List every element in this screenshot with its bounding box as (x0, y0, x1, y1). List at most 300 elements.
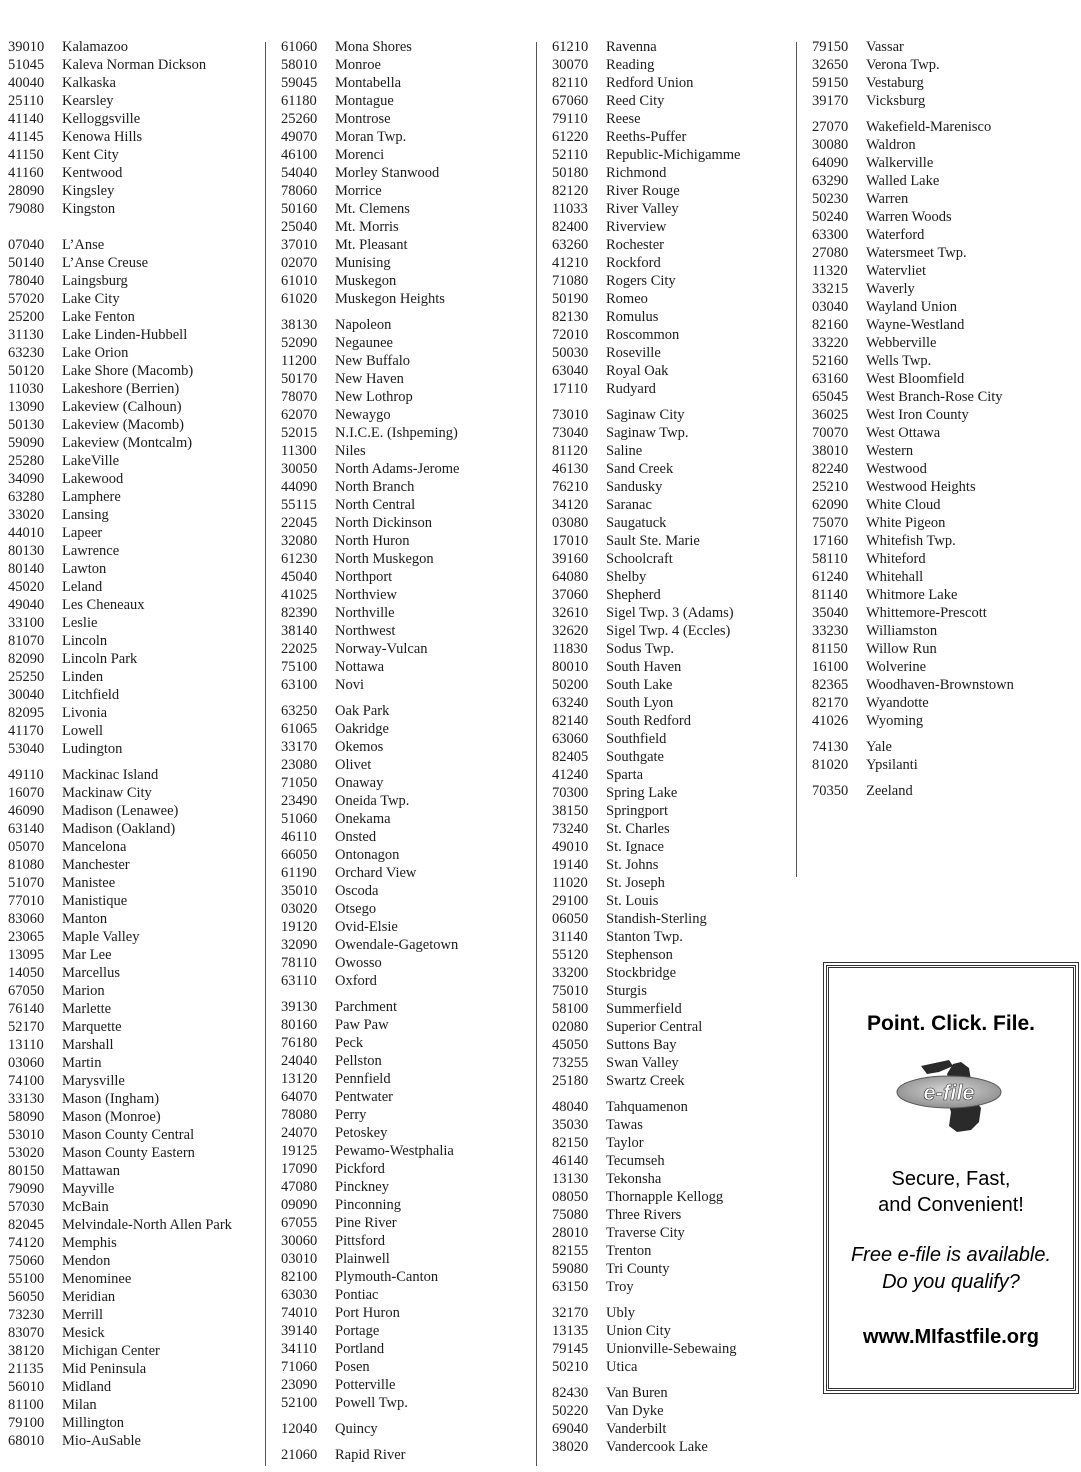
district-name: Mar Lee (62, 947, 112, 963)
district-code: 53010 (8, 1127, 45, 1143)
district-code: 37060 (552, 587, 589, 603)
district-row (281, 1420, 459, 1438)
district-name: West Iron County (866, 407, 969, 423)
district-row (552, 1018, 741, 1036)
district-row (552, 586, 741, 604)
district-name: Trenton (606, 1243, 652, 1259)
district-name: Morley Stanwood (335, 165, 440, 181)
district-name: Vanderbilt (606, 1421, 667, 1437)
district-name: Summerfield (606, 1001, 682, 1017)
district-code: 33100 (8, 615, 45, 631)
district-name: Vandercook Lake (606, 1439, 708, 1455)
district-row (812, 334, 1014, 352)
district-row (812, 208, 1014, 226)
district-row (8, 784, 232, 802)
district-row (812, 370, 1014, 388)
district-name: Oak Park (335, 703, 390, 719)
district-code: 82110 (552, 75, 588, 91)
district-code: 73240 (552, 821, 589, 837)
district-name: Mendon (62, 1253, 111, 1269)
district-row (281, 478, 459, 496)
district-name: Kalamazoo (62, 39, 129, 55)
district-name: Lakeview (Calhoun) (62, 399, 182, 415)
district-code: 50120 (8, 363, 45, 379)
district-code: 71080 (552, 273, 589, 289)
district-code: 45020 (8, 579, 45, 595)
district-name: Warren Woods (866, 209, 952, 225)
district-name: Nottawa (335, 659, 385, 675)
district-row (8, 1036, 232, 1054)
district-code: 13135 (552, 1323, 589, 1339)
district-name: Quincy (335, 1421, 378, 1437)
district-code: 52015 (281, 425, 318, 441)
district-row (552, 730, 741, 748)
district-name: Oscoda (335, 883, 379, 899)
district-row (281, 56, 459, 74)
district-code: 02080 (552, 1019, 589, 1035)
district-code: 71060 (281, 1359, 318, 1375)
district-row (281, 290, 459, 308)
district-row (8, 74, 232, 92)
district-name: White Cloud (866, 497, 941, 513)
district-code: 62070 (281, 407, 318, 423)
district-row (552, 622, 741, 640)
district-row (552, 496, 741, 514)
district-code: 49040 (8, 597, 45, 613)
district-name: Lakewood (62, 471, 124, 487)
district-row (812, 406, 1014, 424)
district-code: 49010 (552, 839, 589, 855)
district-code: 73010 (552, 407, 589, 423)
district-row (8, 910, 232, 928)
district-row (8, 1144, 232, 1162)
district-code: 62090 (812, 497, 849, 513)
district-code: 22045 (281, 515, 318, 531)
district-code: 52090 (281, 335, 318, 351)
district-row (8, 1018, 232, 1036)
district-name: Plainwell (335, 1251, 390, 1267)
district-name: Munising (335, 255, 391, 271)
district-row (8, 1234, 232, 1252)
district-code: 75080 (552, 1207, 589, 1223)
district-row (281, 1070, 459, 1088)
district-name: Mason (Monroe) (62, 1109, 161, 1125)
district-code: 03020 (281, 901, 318, 917)
district-name: Stephenson (606, 947, 673, 963)
district-code: 61220 (552, 129, 589, 145)
district-row (552, 110, 741, 128)
district-row (281, 882, 459, 900)
district-name: Western (866, 443, 914, 459)
district-name: Ravenna (606, 39, 657, 55)
district-code: 46100 (281, 147, 318, 163)
district-code: 38150 (552, 803, 589, 819)
district-name: Mayville (62, 1181, 115, 1197)
column-2 (281, 38, 459, 1464)
district-code: 46140 (552, 1153, 589, 1169)
district-row (281, 1446, 459, 1464)
district-name: Onekama (335, 811, 391, 827)
district-name: Watersmeet Twp. (866, 245, 967, 261)
district-row (8, 766, 232, 784)
district-row (281, 1106, 459, 1124)
district-code: 73040 (552, 425, 589, 441)
district-row (812, 226, 1014, 244)
district-name: Sault Ste. Marie (606, 533, 700, 549)
district-code: 13110 (8, 1037, 44, 1053)
district-code: 32170 (552, 1305, 589, 1321)
district-row (552, 676, 741, 694)
district-name: Northport (335, 569, 393, 585)
column-3 (552, 38, 741, 1456)
district-code: 33230 (812, 623, 849, 639)
district-row (281, 936, 459, 954)
ad-free-efile-note (829, 1242, 1073, 1296)
district-row (812, 604, 1014, 622)
district-code: 41240 (552, 767, 589, 783)
district-code: 50160 (281, 201, 318, 217)
district-name: Owendale-Gagetown (335, 937, 459, 953)
district-row (552, 856, 741, 874)
district-name: Niles (335, 443, 366, 459)
district-row (281, 1304, 459, 1322)
district-name: Rogers City (606, 273, 676, 289)
district-code: 14050 (8, 965, 45, 981)
district-row (812, 478, 1014, 496)
district-name: Lakeshore (Berrien) (62, 381, 180, 397)
district-row (281, 828, 459, 846)
district-code: 50210 (552, 1359, 589, 1375)
district-row (281, 352, 459, 370)
district-code: 70300 (552, 785, 589, 801)
district-row (281, 218, 459, 236)
district-row (8, 928, 232, 946)
district-name: Westwood Heights (866, 479, 976, 495)
district-code: 80160 (281, 1017, 318, 1033)
district-name: Okemos (335, 739, 384, 755)
district-row (552, 1000, 741, 1018)
district-row (812, 640, 1014, 658)
district-row (552, 218, 741, 236)
district-row (8, 542, 232, 560)
district-name: Kingston (62, 201, 116, 217)
district-row (8, 434, 232, 452)
district-name: Morenci (335, 147, 385, 163)
district-row (281, 756, 459, 774)
district-name: Merrill (62, 1307, 104, 1323)
district-row (8, 1270, 232, 1288)
district-name: Wayland Union (866, 299, 958, 315)
district-row (281, 774, 459, 792)
district-code: 82160 (812, 317, 849, 333)
district-row (281, 182, 459, 200)
district-row (8, 182, 232, 200)
district-code: 25260 (281, 111, 318, 127)
district-code: 67055 (281, 1215, 318, 1231)
district-code: 23080 (281, 757, 318, 773)
district-code: 82430 (552, 1385, 589, 1401)
district-row (552, 1134, 741, 1152)
district-name: Roseville (606, 345, 661, 361)
district-row (812, 460, 1014, 478)
district-row (281, 236, 459, 254)
district-code: 03060 (8, 1055, 45, 1071)
district-row (281, 1286, 459, 1304)
district-row (812, 756, 1014, 774)
district-name: Watervliet (866, 263, 927, 279)
district-name: Lawrence (62, 543, 120, 559)
district-code: 75060 (8, 1253, 45, 1269)
district-row (552, 1384, 741, 1402)
district-name: Novi (335, 677, 364, 693)
district-name: Montrose (335, 111, 391, 127)
district-row (281, 972, 459, 990)
district-name: Ubly (606, 1305, 635, 1321)
district-code: 36025 (812, 407, 849, 423)
district-name: Woodhaven-Brownstown (866, 677, 1014, 693)
district-row (281, 1214, 459, 1232)
district-name: North Central (335, 497, 416, 513)
district-name: Manton (62, 911, 108, 927)
district-name: Lake Shore (Macomb) (62, 363, 194, 379)
district-row (8, 578, 232, 596)
district-code: 34090 (8, 471, 45, 487)
district-row (8, 326, 232, 344)
district-code: 63300 (812, 227, 849, 243)
district-name: LakeVille (62, 453, 120, 469)
district-code: 61230 (281, 551, 318, 567)
district-code: 61010 (281, 273, 318, 289)
district-row (281, 1232, 459, 1250)
district-code: 25110 (8, 93, 44, 109)
district-code: 63150 (552, 1279, 589, 1295)
district-code: 35010 (281, 883, 318, 899)
district-code: 66050 (281, 847, 318, 863)
district-name: Romulus (606, 309, 659, 325)
district-code: 50130 (8, 417, 45, 433)
district-code: 39170 (812, 93, 849, 109)
district-name: Kenowa Hills (62, 129, 143, 145)
district-code: 79080 (8, 201, 45, 217)
district-code: 58090 (8, 1109, 45, 1125)
district-name: Leslie (62, 615, 98, 631)
district-name: Potterville (335, 1377, 396, 1393)
district-code: 77010 (8, 893, 45, 909)
district-name: Shelby (606, 569, 647, 585)
district-code: 61065 (281, 721, 318, 737)
district-row (281, 792, 459, 810)
district-code: 09090 (281, 1197, 318, 1213)
district-row (552, 290, 741, 308)
district-row (8, 1108, 232, 1126)
district-name: Portland (335, 1341, 385, 1357)
district-row (281, 146, 459, 164)
district-code: 63240 (552, 695, 589, 711)
district-code: 63110 (281, 973, 317, 989)
district-code: 49070 (281, 129, 318, 145)
district-code: 81120 (552, 443, 588, 459)
district-name: Reese (606, 111, 641, 127)
district-code: 16070 (8, 785, 45, 801)
district-row (552, 1340, 741, 1358)
district-row (552, 326, 741, 344)
district-name: N.I.C.E. (Ishpeming) (335, 425, 458, 441)
district-name: Wells Twp. (866, 353, 932, 369)
district-code: 50170 (281, 371, 318, 387)
district-row (552, 236, 741, 254)
district-code: 24070 (281, 1125, 318, 1141)
district-code: 55100 (8, 1271, 45, 1287)
district-code: 24040 (281, 1053, 318, 1069)
district-name: Millington (62, 1415, 125, 1431)
district-code: 70350 (812, 783, 849, 799)
district-name: Manistee (62, 875, 116, 891)
district-name: Pinconning (335, 1197, 402, 1213)
district-row (8, 560, 232, 578)
district-name: Manistique (62, 893, 128, 909)
district-row (281, 702, 459, 720)
district-row (281, 568, 459, 586)
district-row (8, 874, 232, 892)
district-name: Parchment (335, 999, 398, 1015)
district-code: 28010 (552, 1225, 589, 1241)
district-name: Yale (866, 739, 892, 755)
district-name: Oneida Twp. (335, 793, 410, 809)
district-code: 28090 (8, 183, 45, 199)
district-name: Union City (606, 1323, 671, 1339)
district-name: Kelloggsville (62, 111, 141, 127)
district-code: 59090 (8, 435, 45, 451)
district-row (8, 1252, 232, 1270)
district-name: Utica (606, 1359, 638, 1375)
district-code: 25210 (812, 479, 849, 495)
district-row (8, 308, 232, 326)
district-code: 48040 (552, 1099, 589, 1115)
district-code: 11030 (8, 381, 44, 397)
district-name: L’Anse Creuse (62, 255, 149, 271)
district-row (8, 596, 232, 614)
district-code: 61060 (281, 39, 318, 55)
district-row (281, 1088, 459, 1106)
district-name: Lake Orion (62, 345, 129, 361)
district-row (281, 254, 459, 272)
district-row (552, 1188, 741, 1206)
district-name: Mattawan (62, 1163, 120, 1179)
district-name: White Pigeon (866, 515, 946, 531)
district-code: 50200 (552, 677, 589, 693)
district-name: West Branch-Rose City (866, 389, 1003, 405)
district-code: 11320 (812, 263, 848, 279)
district-code: 61190 (281, 865, 317, 881)
district-row (281, 954, 459, 972)
district-row (281, 388, 459, 406)
district-row (552, 514, 741, 532)
district-name: North Huron (335, 533, 410, 549)
district-row (552, 928, 741, 946)
district-code: 34110 (281, 1341, 317, 1357)
district-code: 30070 (552, 57, 589, 73)
district-row (552, 146, 741, 164)
district-code: 59045 (281, 75, 318, 91)
district-name: Napoleon (335, 317, 392, 333)
district-code: 55115 (281, 497, 317, 513)
district-row (8, 964, 232, 982)
district-code: 33170 (281, 739, 318, 755)
district-name: North Dickinson (335, 515, 433, 531)
column-4 (812, 38, 1014, 800)
district-name: Les Cheneaux (62, 597, 145, 613)
district-row (281, 1376, 459, 1394)
district-name: Walkerville (866, 155, 934, 171)
district-code: 35030 (552, 1117, 589, 1133)
district-row (8, 892, 232, 910)
district-row (552, 424, 741, 442)
district-code: 63250 (281, 703, 318, 719)
district-code: 57020 (8, 291, 45, 307)
district-row (281, 272, 459, 290)
district-name: New Lothrop (335, 389, 413, 405)
logo-wordmark: e-file (923, 1080, 975, 1105)
district-code: 31140 (552, 929, 588, 945)
district-code: 76180 (281, 1035, 318, 1051)
district-code: 82400 (552, 219, 589, 235)
district-row (552, 1438, 741, 1456)
district-row (281, 1142, 459, 1160)
district-code: 41025 (281, 587, 318, 603)
district-row (552, 442, 741, 460)
district-code: 39160 (552, 551, 589, 567)
district-code: 63100 (281, 677, 318, 693)
district-row (812, 782, 1014, 800)
district-code: 21135 (8, 1361, 44, 1377)
district-code: 50190 (552, 291, 589, 307)
district-row (8, 668, 232, 686)
district-row (8, 632, 232, 650)
district-name: Wolverine (866, 659, 927, 675)
district-name: Oakridge (335, 721, 389, 737)
district-name: Ontonagon (335, 847, 400, 863)
district-row (281, 810, 459, 828)
district-row (8, 1198, 232, 1216)
district-row (281, 92, 459, 110)
district-name: Sigel Twp. 3 (Adams) (606, 605, 734, 621)
district-name: Pine River (335, 1215, 397, 1231)
district-row (812, 74, 1014, 92)
district-code: 19125 (281, 1143, 318, 1159)
district-name: Kearsley (62, 93, 114, 109)
district-row (8, 740, 232, 758)
district-code: 74010 (281, 1305, 318, 1321)
district-row (8, 722, 232, 740)
district-row (8, 344, 232, 362)
district-name: Sandusky (606, 479, 663, 495)
district-name: Taylor (606, 1135, 644, 1151)
district-name: Swartz Creek (606, 1073, 685, 1089)
district-code: 56010 (8, 1379, 45, 1395)
district-row (281, 370, 459, 388)
district-name: Mid Peninsula (62, 1361, 147, 1377)
district-name: Livonia (62, 705, 108, 721)
district-row (812, 92, 1014, 110)
district-name: Mt. Morris (335, 219, 399, 235)
district-code: 32610 (552, 605, 589, 621)
district-code: 79090 (8, 1181, 45, 1197)
district-code: 41160 (8, 165, 44, 181)
district-name: River Rouge (606, 183, 680, 199)
district-code: 82365 (812, 677, 849, 693)
ad-url-link[interactable]: www.MIfastfile.org (863, 1326, 1039, 1348)
column-1 (8, 38, 232, 1450)
